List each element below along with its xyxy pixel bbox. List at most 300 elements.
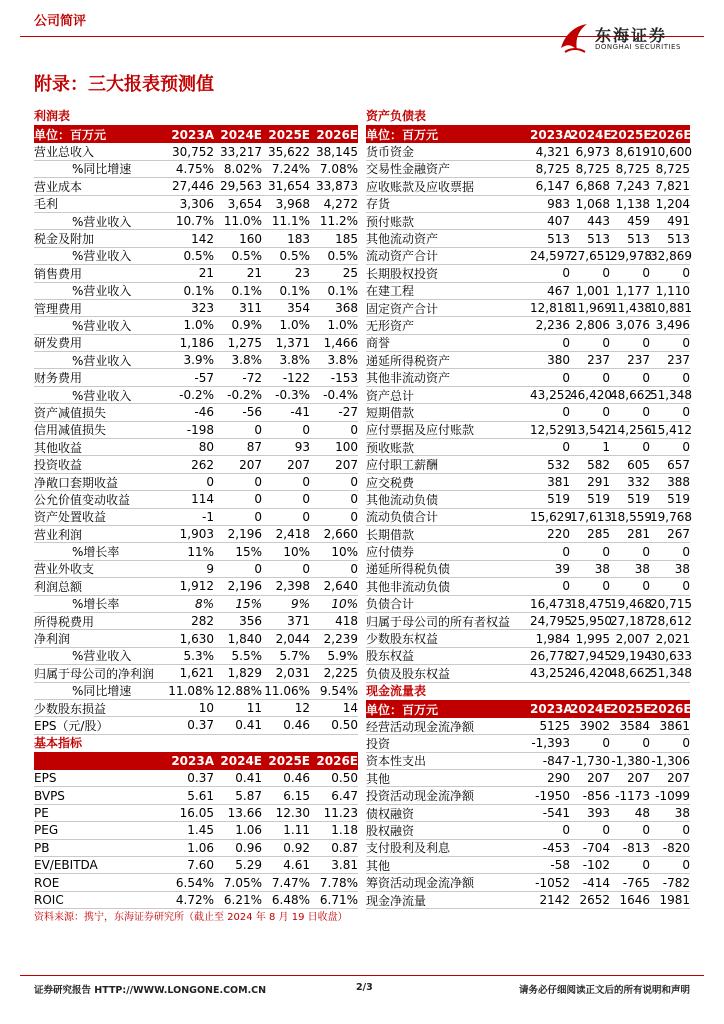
cell-value: 1,138 [615, 196, 650, 211]
row-label: %增长率 [72, 597, 120, 612]
cell-value: 2142 [539, 892, 570, 907]
cell-value: 323 [191, 301, 214, 316]
row-label: %营业收入 [72, 249, 132, 264]
cell-value: 7,821 [655, 179, 690, 194]
cell-value: 0 [602, 370, 610, 385]
cell-value: 0 [682, 405, 690, 420]
table-row [34, 874, 358, 891]
cell-value: 513 [667, 231, 690, 246]
table-row [366, 648, 690, 665]
cell-value: 26,778 [530, 648, 572, 663]
cell-value: 0 [562, 405, 570, 420]
data-source-note: 资料来源：携宁，东海证券研究所（截止至 2024 年 8 月 19 日收盘） [34, 912, 348, 923]
row-label: 净敞口套期收益 [34, 475, 119, 490]
cell-value: 0.5% [231, 248, 262, 263]
cell-value: 3,496 [655, 318, 690, 333]
table-row [366, 753, 690, 770]
cell-value: -453 [542, 840, 570, 855]
cell-value: 0.96 [235, 840, 262, 855]
cell-value: 12 [294, 701, 310, 716]
cell-value: 0 [562, 544, 570, 559]
table-row [366, 369, 690, 386]
cell-value: 0.41 [235, 771, 262, 786]
table-row [366, 561, 690, 578]
table-row [34, 840, 358, 857]
cell-value: 12,529 [530, 422, 572, 437]
cell-value: 46,420 [570, 666, 612, 681]
table-row [34, 143, 358, 160]
row-label: 净利润 [34, 632, 71, 647]
cell-value: -58 [550, 858, 570, 873]
cell-value: 1,001 [575, 283, 610, 298]
cell-value: 0 [682, 823, 690, 838]
cell-value: 1,621 [179, 666, 214, 681]
cell-value: 1981 [659, 892, 690, 907]
cell-value: 0 [602, 736, 610, 751]
table-row [34, 230, 358, 247]
cell-value: 6,147 [535, 179, 570, 194]
cell-value: 31,654 [268, 179, 310, 194]
basic-indicators-table [34, 753, 358, 910]
cell-value: 3.8% [279, 353, 310, 368]
table-row [34, 578, 358, 595]
cell-value: 0.41 [235, 718, 262, 733]
row-label: 筹资活动现金流净额 [366, 876, 475, 891]
table-row [366, 230, 690, 247]
cell-value: 29,563 [220, 179, 262, 194]
cell-value: 27,446 [172, 179, 214, 194]
table-row [366, 718, 690, 735]
cell-value: 38,145 [316, 144, 358, 159]
cell-value: 8.02% [223, 161, 262, 176]
header-unit-label: 单位：百万元 [34, 128, 107, 143]
cell-value: 237 [587, 353, 610, 368]
cell-value: 15,412 [650, 422, 692, 437]
row-label: %营业收入 [72, 319, 132, 333]
table-row [34, 892, 358, 909]
cell-value: 0.5% [279, 248, 310, 263]
basic-header-row [34, 753, 358, 770]
table-row [34, 474, 358, 491]
cell-value: 27,187 [610, 614, 652, 629]
row-label: EV/EBITDA [34, 858, 98, 873]
cell-value: 4,272 [323, 196, 358, 211]
cell-value: 11.08% [168, 683, 214, 698]
cell-value: 0 [254, 422, 262, 437]
cell-value: -122 [282, 370, 310, 385]
row-label: 公允价值变动收益 [34, 492, 131, 507]
cell-value: 2,196 [227, 527, 262, 542]
header-year: 2023A [171, 754, 214, 769]
cell-value: 11 [246, 701, 262, 716]
cell-value: 0.1% [279, 283, 310, 298]
row-label: 其他非流动资产 [366, 371, 451, 386]
cell-value: 160 [239, 231, 262, 246]
company-logo [555, 20, 710, 58]
row-label: 其他流动资产 [366, 232, 439, 247]
cell-value: 519 [547, 492, 570, 507]
cell-value: 6.15 [283, 788, 310, 803]
cell-value: 11.2% [319, 214, 358, 229]
page-title: 附录：三大报表预测值 [34, 74, 214, 95]
cell-value: 10,881 [650, 301, 692, 316]
table-row [34, 248, 358, 265]
cell-value: 38 [674, 806, 690, 821]
row-label: %同比增速 [72, 684, 132, 699]
row-label: 递延所得税资产 [366, 353, 451, 368]
table-row [34, 456, 358, 473]
table-row [34, 283, 358, 300]
cell-value: 0.46 [283, 771, 310, 786]
table-row [366, 509, 690, 526]
row-label: ROIC [34, 892, 64, 907]
cell-value: 1,186 [179, 335, 214, 350]
row-label: 税金及附加 [34, 232, 95, 247]
cell-value: 43,252 [530, 666, 572, 681]
table-row [34, 683, 358, 700]
cell-value: 1,984 [535, 631, 570, 646]
left-column [34, 108, 358, 909]
row-label: 存货 [366, 197, 391, 212]
table-row [34, 491, 358, 508]
cell-value: 1.0% [183, 318, 214, 333]
cell-value: 1,371 [275, 335, 310, 350]
cell-value: 0 [602, 405, 610, 420]
row-label: 短期借款 [366, 405, 415, 420]
cell-value: 0 [254, 475, 262, 489]
row-label: BVPS [34, 788, 65, 803]
cell-value: 0 [682, 440, 690, 455]
table-row [366, 543, 690, 560]
header-year: 2024E [570, 127, 612, 142]
cell-value: -1,380 [611, 753, 650, 768]
cell-value: 4.72% [175, 892, 214, 907]
table-row [366, 857, 690, 874]
row-label: ROE [34, 875, 60, 890]
header-year: 2026E [316, 754, 358, 769]
cell-value: 0 [642, 544, 650, 559]
table-row [34, 665, 358, 682]
table-row [34, 387, 358, 404]
table-row [34, 404, 358, 421]
cell-value: 207 [287, 457, 310, 472]
cell-value: 0 [254, 492, 262, 507]
cell-value: 0.37 [187, 718, 214, 733]
row-label: %同比增速 [72, 162, 132, 177]
cell-value: 0 [682, 266, 690, 281]
cell-value: 183 [287, 231, 310, 246]
cell-value: 142 [191, 231, 214, 246]
cell-value: -1173 [615, 788, 650, 803]
table-row [34, 213, 358, 230]
cell-value: 1.0% [327, 318, 358, 333]
table-row [34, 196, 358, 213]
cell-value: -1950 [535, 788, 570, 803]
cell-value: 0.5% [327, 248, 358, 263]
row-label: 应交税费 [366, 475, 415, 490]
cell-value: 10% [331, 544, 358, 559]
cell-value: 3.9% [183, 353, 214, 368]
cell-value: 2,806 [575, 318, 610, 333]
cell-value: 29,978 [610, 248, 652, 263]
cell-value: 311 [239, 301, 262, 316]
cell-value: 3,654 [227, 196, 262, 211]
cell-value: 11.06% [264, 683, 310, 698]
cell-value: 0 [302, 492, 310, 507]
cell-value: 30,633 [650, 648, 692, 663]
cell-value: 0 [254, 561, 262, 576]
cell-value: 5.9% [327, 648, 358, 663]
table-row [34, 717, 358, 734]
cell-value: 48,662 [610, 666, 652, 681]
cell-value: 18,559 [610, 509, 652, 524]
table-row [366, 335, 690, 352]
cell-value: -198 [186, 422, 214, 437]
cell-value: 43,252 [530, 388, 572, 403]
cell-value: 467 [547, 283, 570, 298]
row-label: 财务费用 [34, 371, 83, 386]
cell-value: -414 [582, 875, 610, 890]
row-label: 归属于母公司的净利润 [34, 666, 155, 681]
cell-value: 0 [682, 370, 690, 385]
cell-value: 33,873 [316, 179, 358, 194]
cell-value: 0 [602, 266, 610, 281]
cell-value: 0 [642, 266, 650, 281]
cell-value: 1,177 [615, 283, 650, 298]
cell-value: 16,473 [530, 596, 572, 611]
cell-value: 0 [682, 579, 690, 594]
row-label: 应收账款及应收票据 [366, 179, 475, 194]
cell-value: 1,995 [575, 631, 610, 646]
table-row [366, 317, 690, 334]
header-year: 2025E [610, 127, 652, 142]
header-year: 2023A [530, 702, 573, 717]
cell-value: 605 [627, 457, 650, 472]
table-row [34, 178, 358, 195]
table-row [34, 822, 358, 839]
cell-value: 0.46 [283, 718, 310, 733]
row-label: %营业收入 [72, 214, 132, 229]
cell-value: 0 [602, 544, 610, 559]
cell-value: 100 [335, 440, 358, 455]
cell-value: 14 [342, 701, 358, 716]
cell-value: 0 [562, 266, 570, 281]
cell-value: 290 [547, 771, 570, 786]
row-label: %营业收入 [72, 649, 132, 664]
header-year: 2026E [650, 127, 692, 142]
cell-value: 7.60 [187, 858, 214, 873]
cell-value: 0.9% [231, 318, 262, 333]
cell-value: 371 [287, 614, 310, 629]
table-row [366, 404, 690, 421]
cell-value: -102 [582, 858, 610, 873]
cell-value: 39 [554, 561, 570, 576]
table-row [34, 805, 358, 822]
cell-value: 6.48% [271, 892, 310, 907]
cell-value: 1 [602, 440, 610, 455]
cell-value: 0.5% [183, 248, 214, 263]
cell-value: 13.66 [227, 806, 262, 821]
cell-value: 0.50 [331, 718, 358, 733]
table-row [366, 787, 690, 804]
cell-value: 532 [547, 457, 570, 472]
table-row [34, 613, 358, 630]
cell-value: 5.5% [231, 648, 262, 663]
cell-value: -41 [290, 405, 310, 420]
cell-value: 267 [667, 527, 690, 542]
cell-value: 8,725 [615, 161, 650, 176]
cell-value: 513 [627, 231, 650, 246]
cell-value: 8,725 [655, 161, 690, 176]
cell-value: 5.7% [279, 648, 310, 663]
cell-value: 30,752 [172, 144, 214, 159]
cell-value: 48,662 [610, 388, 652, 403]
cell-value: 0 [682, 544, 690, 559]
cell-value: 332 [627, 475, 650, 489]
row-label: 负债合计 [366, 597, 415, 612]
cell-value: 0 [642, 858, 650, 873]
balance-sheet-table [366, 126, 690, 683]
cell-value: 8,725 [535, 161, 570, 176]
table-row [366, 840, 690, 857]
cell-value: -46 [194, 405, 214, 420]
cell-value: 114 [191, 492, 214, 507]
table-row [34, 700, 358, 717]
cell-value: 6.21% [223, 892, 262, 907]
cell-value: 18,475 [570, 596, 612, 611]
cell-value: 11% [187, 544, 214, 559]
table-row [34, 509, 358, 526]
row-label: 其他非流动负债 [366, 579, 451, 594]
cell-value: 11.1% [271, 214, 310, 229]
cell-value: 27,651 [570, 248, 612, 263]
cell-value: 3584 [619, 719, 650, 734]
row-label: 预付账款 [366, 214, 415, 229]
cell-value: 388 [667, 475, 690, 489]
cell-value: -847 [542, 753, 570, 768]
cell-value: 0 [302, 475, 310, 489]
table-row [366, 474, 690, 491]
cash-flow-table [366, 683, 690, 910]
cell-value: 7.24% [271, 161, 310, 176]
footer-divider [20, 975, 704, 976]
cell-value: 51,348 [650, 388, 692, 403]
table-row [366, 300, 690, 317]
cell-value: 11,969 [570, 301, 612, 316]
cell-value: 207 [627, 771, 650, 786]
cell-value: 1,903 [179, 527, 214, 542]
cell-value: 28,612 [650, 614, 692, 629]
cell-value: 0.1% [327, 283, 358, 298]
row-label: 递延所得税负债 [366, 562, 451, 577]
cell-value: 1,275 [227, 335, 262, 350]
row-label: EPS [34, 771, 57, 786]
cell-value: 1.18 [331, 823, 358, 838]
table-row [34, 161, 358, 178]
row-label: 长期股权投资 [366, 266, 439, 281]
table-row [366, 143, 690, 160]
row-label: 其他 [366, 771, 391, 786]
basic-indicators-title: 基本指标 [34, 735, 358, 753]
cell-value: 3,306 [179, 196, 214, 211]
right-column [366, 108, 690, 909]
cell-value: 0.1% [231, 283, 262, 298]
cell-value: 0 [302, 422, 310, 437]
page-number: 2/3 [356, 982, 373, 993]
table-row [366, 422, 690, 439]
balance-header-row [366, 126, 690, 143]
row-label: 股东权益 [366, 649, 415, 664]
income-statement-table [34, 126, 358, 735]
income-header-row [34, 126, 358, 143]
cell-value: 0.37 [187, 771, 214, 786]
cell-value: 285 [587, 527, 610, 542]
table-row [366, 265, 690, 282]
cell-value: -27 [338, 405, 358, 420]
cashflow-header-row [366, 701, 690, 718]
row-label: 管理费用 [34, 301, 83, 316]
cell-value: 2,044 [275, 631, 310, 646]
cell-value: 12.88% [216, 683, 262, 698]
cell-value: 3,076 [615, 318, 650, 333]
footer-disclaimer: 请务必仔细阅读正文后的所有说明和声明 [518, 985, 690, 996]
row-label: 在建工程 [366, 284, 415, 299]
cell-value: 0 [642, 736, 650, 751]
table-row [34, 596, 358, 613]
cell-value: 7.08% [319, 161, 358, 176]
row-label: 其他流动负债 [366, 492, 439, 507]
cell-value: 9% [290, 596, 310, 611]
cell-value: 237 [627, 353, 650, 368]
table-row [366, 178, 690, 195]
cell-value: 393 [587, 806, 610, 821]
table-row [366, 892, 690, 909]
cell-value: 19,468 [610, 596, 652, 611]
header-year: 2023A [171, 127, 214, 142]
cell-value: 0 [602, 823, 610, 838]
cell-value: 0.92 [283, 840, 310, 855]
cell-value: 11,438 [610, 301, 652, 316]
cell-value: 87 [246, 440, 262, 455]
table-row [366, 161, 690, 178]
row-label: 信用减值损失 [34, 423, 107, 438]
cell-value: 12.30 [275, 806, 310, 821]
row-label: 商誉 [366, 336, 391, 351]
cell-value: 11.23 [323, 806, 358, 821]
cell-value: 519 [587, 492, 610, 507]
table-row [34, 561, 358, 578]
cell-value: 0 [602, 579, 610, 594]
cell-value: 10 [198, 701, 214, 716]
row-label: 支付股利及利息 [366, 841, 451, 856]
cell-value: 6.54% [175, 875, 214, 890]
table-row [366, 387, 690, 404]
cell-value: 4.61 [283, 858, 310, 873]
cell-value: -57 [194, 370, 214, 385]
cell-value: 582 [587, 457, 610, 472]
cell-value: 9 [206, 561, 214, 576]
cell-value: 0 [562, 440, 570, 455]
table-row [366, 491, 690, 508]
cell-value: 368 [335, 301, 358, 316]
cell-value: 0 [642, 405, 650, 420]
row-label: 其他 [366, 858, 391, 873]
footer-website: 证券研究报告 HTTP://WWW.LONGONE.COM.CN [34, 985, 267, 996]
table-row [34, 369, 358, 386]
cell-value: 1,110 [655, 283, 690, 298]
table-row [366, 456, 690, 473]
header-year: 2026E [316, 127, 358, 142]
